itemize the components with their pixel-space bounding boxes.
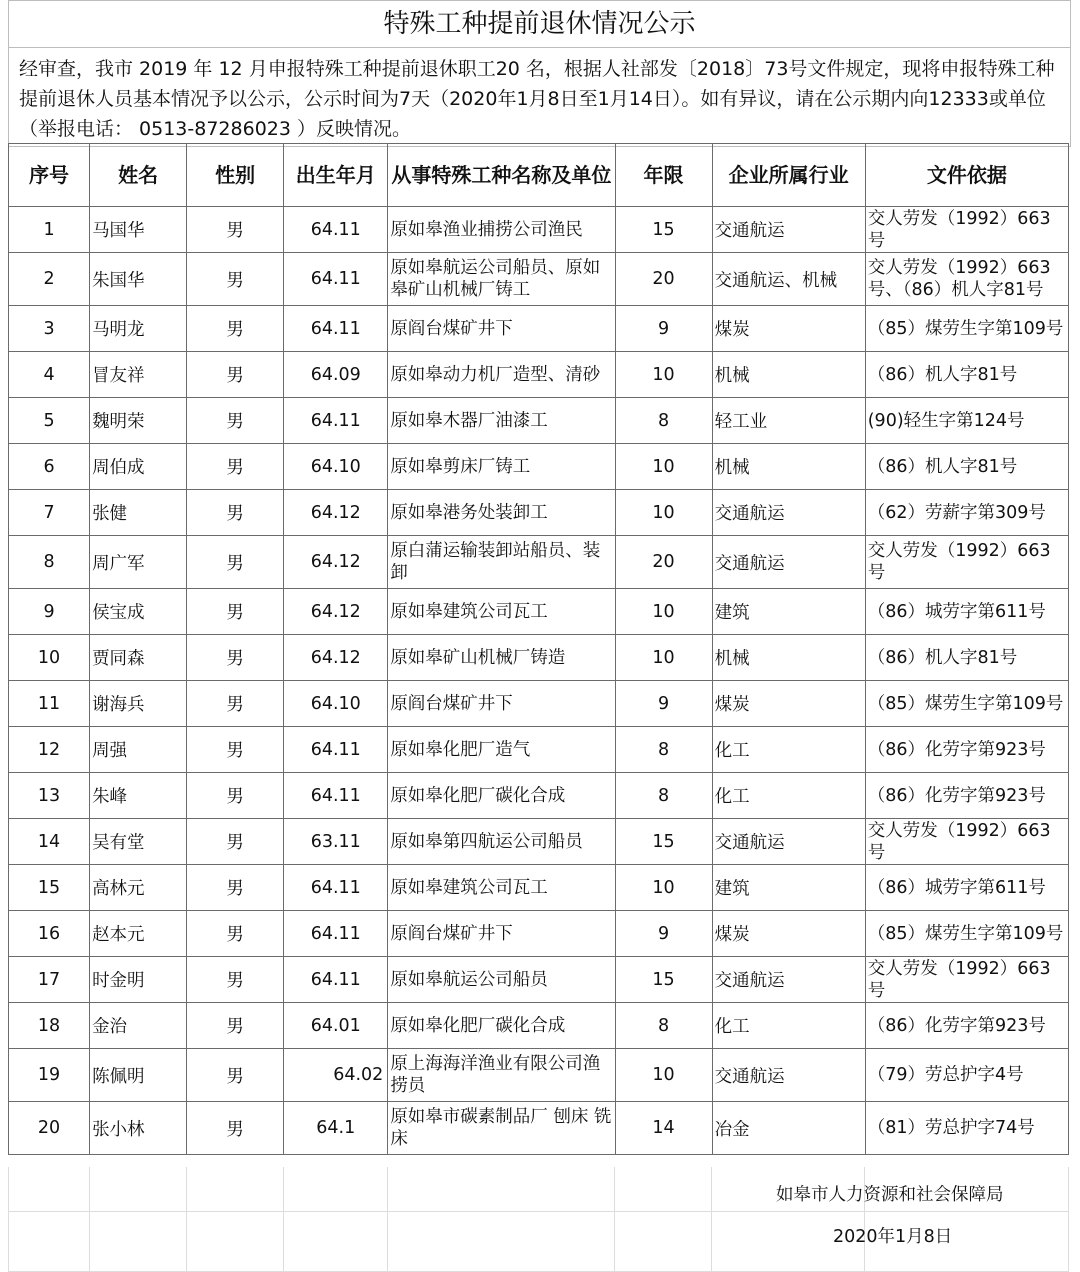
cell-no: 12 [9, 727, 90, 773]
table-row [9, 681, 1069, 727]
cell-name: 马国华 [90, 207, 187, 253]
cell-sex: 男 [187, 773, 284, 819]
cell-basis: （85）煤劳生字第109号 [865, 681, 1068, 727]
cell-no: 1 [9, 207, 90, 253]
cell-industry: 煤炭 [712, 306, 865, 352]
cell-industry: 化工 [712, 773, 865, 819]
cell-birth: 64.10 [284, 444, 388, 490]
cell-years: 9 [615, 681, 712, 727]
cell-industry: 交通航运 [712, 207, 865, 253]
cell-name: 张小林 [90, 1102, 187, 1155]
cell-years: 9 [615, 911, 712, 957]
cell-industry: 交通航运、机械 [712, 253, 865, 306]
cell-industry: 煤炭 [712, 911, 865, 957]
cell-industry: 建筑 [712, 865, 865, 911]
cell-sex: 男 [187, 1049, 284, 1102]
table-row [9, 253, 1069, 306]
cell-industry: 煤炭 [712, 681, 865, 727]
table-header-row [9, 144, 1069, 207]
cell-sex: 男 [187, 681, 284, 727]
cell-no: 17 [9, 957, 90, 1003]
cell-years: 14 [615, 1102, 712, 1155]
cell-birth: 64.11 [284, 865, 388, 911]
cell-birth: 64.11 [284, 253, 388, 306]
cell-no: 3 [9, 306, 90, 352]
cell-name: 谢海兵 [90, 681, 187, 727]
header-industry: 企业所属行业 [712, 144, 865, 207]
cell-industry: 化工 [712, 727, 865, 773]
cell-basis: 交人劳发（1992）663号 [865, 207, 1068, 253]
cell-sex: 男 [187, 635, 284, 681]
cell-basis: （86）城劳字第611号 [865, 865, 1068, 911]
cell-name: 吴有堂 [90, 819, 187, 865]
cell-no: 15 [9, 865, 90, 911]
issue-date: 2020年1月8日 [833, 1227, 953, 1247]
table-row [9, 536, 1069, 589]
cell-years: 10 [615, 635, 712, 681]
cell-job: 原如皋航运公司船员 [388, 957, 615, 1003]
cell-job: 原如皋建筑公司瓦工 [388, 865, 615, 911]
cell-no: 9 [9, 589, 90, 635]
cell-basis: （86）机人字81号 [865, 352, 1068, 398]
header-name: 姓名 [90, 144, 187, 207]
cell-name: 冒友祥 [90, 352, 187, 398]
cell-sex: 男 [187, 444, 284, 490]
cell-name: 周强 [90, 727, 187, 773]
header-job: 从事特殊工种名称及单位 [388, 144, 615, 207]
cell-basis: 交人劳发（1992）663号、（86）机人字81号 [865, 253, 1068, 306]
cell-years: 10 [615, 865, 712, 911]
header-years: 年限 [615, 144, 712, 207]
cell-birth: 64.11 [284, 911, 388, 957]
cell-no: 5 [9, 398, 90, 444]
cell-job: 原白蒲运输装卸站船员、装卸 [388, 536, 615, 589]
cell-no: 14 [9, 819, 90, 865]
cell-birth: 63.11 [284, 819, 388, 865]
table-row [9, 398, 1069, 444]
cell-job: 原如皋剪床厂铸工 [388, 444, 615, 490]
cell-basis: （81）劳总护字74号 [865, 1102, 1068, 1155]
issuing-organization: 如皋市人力资源和社会保障局 [776, 1185, 1004, 1205]
cell-name: 贾同森 [90, 635, 187, 681]
cell-no: 6 [9, 444, 90, 490]
cell-name: 周伯成 [90, 444, 187, 490]
cell-basis: （86）城劳字第611号 [865, 589, 1068, 635]
cell-industry: 交通航运 [712, 957, 865, 1003]
cell-sex: 男 [187, 207, 284, 253]
cell-name: 金治 [90, 1003, 187, 1049]
cell-name: 张健 [90, 490, 187, 536]
cell-name: 时金明 [90, 957, 187, 1003]
cell-birth: 64.12 [284, 536, 388, 589]
table-row [9, 865, 1069, 911]
cell-years: 20 [615, 253, 712, 306]
cell-years: 15 [615, 957, 712, 1003]
table-row [9, 957, 1069, 1003]
cell-years: 15 [615, 819, 712, 865]
cell-years: 10 [615, 490, 712, 536]
cell-job: 原如皋矿山机械厂铸造 [388, 635, 615, 681]
header-sex: 性别 [187, 144, 284, 207]
cell-sex: 男 [187, 957, 284, 1003]
cell-birth: 64.09 [284, 352, 388, 398]
table-row [9, 1003, 1069, 1049]
header-no: 序号 [9, 144, 90, 207]
cell-birth: 64.10 [284, 681, 388, 727]
cell-industry: 化工 [712, 1003, 865, 1049]
cell-basis: （86）化劳字第923号 [865, 773, 1068, 819]
cell-years: 10 [615, 1049, 712, 1102]
cell-years: 10 [615, 352, 712, 398]
cell-industry: 冶金 [712, 1102, 865, 1155]
table-row [9, 773, 1069, 819]
table-row [9, 589, 1069, 635]
cell-birth: 64.12 [284, 490, 388, 536]
cell-no: 2 [9, 253, 90, 306]
cell-basis: （85）煤劳生字第109号 [865, 911, 1068, 957]
cell-name: 侯宝成 [90, 589, 187, 635]
table-row [9, 306, 1069, 352]
cell-basis: 交人劳发（1992）663号 [865, 536, 1068, 589]
cell-sex: 男 [187, 536, 284, 589]
cell-no: 7 [9, 490, 90, 536]
cell-birth: 64.01 [284, 1003, 388, 1049]
cell-sex: 男 [187, 1102, 284, 1155]
cell-years: 15 [615, 207, 712, 253]
intro-paragraph: 经审查，我市 2019 年 12 月申报特殊工种提前退休职工20 名，根据人社部发〔2018〕73号文件规定，现将申报特殊工种提前退休人员基本情况予以公示，公示时间为7天（2020年1月8日至1月14日）。如有异议，请在公示期内向12333或单位（举报电话： 0513-87286023 ）反映情况。 [8, 46, 1071, 147]
cell-industry: 交通航运 [712, 819, 865, 865]
cell-no: 11 [9, 681, 90, 727]
cell-name: 朱峰 [90, 773, 187, 819]
cell-sex: 男 [187, 589, 284, 635]
cell-birth: 64.11 [284, 207, 388, 253]
cell-years: 8 [615, 1003, 712, 1049]
cell-basis: （79）劳总护字4号 [865, 1049, 1068, 1102]
cell-sex: 男 [187, 490, 284, 536]
cell-years: 9 [615, 306, 712, 352]
cell-job: 原如皋动力机厂造型、清砂 [388, 352, 615, 398]
cell-birth: 64.11 [284, 306, 388, 352]
cell-industry: 交通航运 [712, 1049, 865, 1102]
cell-basis: （86）机人字81号 [865, 635, 1068, 681]
cell-no: 10 [9, 635, 90, 681]
cell-sex: 男 [187, 819, 284, 865]
cell-no: 16 [9, 911, 90, 957]
cell-job: 原如皋市碳素制品厂 刨床 铣床 [388, 1102, 615, 1155]
cell-birth: 64.02 [284, 1049, 388, 1102]
cell-industry: 交通航运 [712, 490, 865, 536]
cell-job: 原如皋港务处装卸工 [388, 490, 615, 536]
cell-basis: （86）化劳字第923号 [865, 727, 1068, 773]
cell-name: 陈佩明 [90, 1049, 187, 1102]
cell-name: 周广军 [90, 536, 187, 589]
cell-industry: 建筑 [712, 589, 865, 635]
table-row [9, 635, 1069, 681]
table-row [9, 207, 1069, 253]
header-birth: 出生年月 [284, 144, 388, 207]
cell-industry: 轻工业 [712, 398, 865, 444]
cell-no: 19 [9, 1049, 90, 1102]
cell-name: 高林元 [90, 865, 187, 911]
cell-basis: （86）机人字81号 [865, 444, 1068, 490]
cell-sex: 男 [187, 911, 284, 957]
notice-sheet [8, 0, 1071, 1272]
retiree-table [8, 143, 1069, 1155]
cell-industry: 机械 [712, 444, 865, 490]
cell-sex: 男 [187, 398, 284, 444]
table-row [9, 490, 1069, 536]
table-row [9, 1102, 1069, 1155]
table-row [9, 819, 1069, 865]
cell-job: 原如皋木器厂油漆工 [388, 398, 615, 444]
cell-years: 20 [615, 536, 712, 589]
cell-no: 8 [9, 536, 90, 589]
cell-birth: 64.1 [284, 1102, 388, 1155]
cell-birth: 64.12 [284, 589, 388, 635]
cell-basis: （85）煤劳生字第109号 [865, 306, 1068, 352]
cell-years: 10 [615, 589, 712, 635]
cell-no: 18 [9, 1003, 90, 1049]
table-body [9, 207, 1069, 1155]
cell-name: 魏明荣 [90, 398, 187, 444]
cell-basis: （62）劳薪字第309号 [865, 490, 1068, 536]
cell-sex: 男 [187, 865, 284, 911]
cell-basis: （86）化劳字第923号 [865, 1003, 1068, 1049]
cell-job: 原如皋化肥厂碳化合成 [388, 773, 615, 819]
table-row [9, 352, 1069, 398]
cell-years: 8 [615, 773, 712, 819]
table-row [9, 727, 1069, 773]
cell-no: 4 [9, 352, 90, 398]
header-basis: 文件依据 [865, 144, 1068, 207]
cell-job: 原如皋化肥厂造气 [388, 727, 615, 773]
table-row [9, 444, 1069, 490]
cell-birth: 64.11 [284, 727, 388, 773]
signature-block [8, 1167, 1069, 1272]
cell-industry: 机械 [712, 352, 865, 398]
cell-years: 10 [615, 444, 712, 490]
cell-sex: 男 [187, 253, 284, 306]
cell-no: 20 [9, 1102, 90, 1155]
cell-sex: 男 [187, 1003, 284, 1049]
cell-job: 原上海海洋渔业有限公司渔捞员 [388, 1049, 615, 1102]
cell-birth: 64.12 [284, 635, 388, 681]
cell-basis: 交人劳发（1992）663号 [865, 957, 1068, 1003]
cell-years: 8 [615, 727, 712, 773]
cell-sex: 男 [187, 306, 284, 352]
cell-industry: 交通航运 [712, 536, 865, 589]
page-title: 特殊工种提前退休情况公示 [8, 0, 1071, 48]
cell-name: 赵本元 [90, 911, 187, 957]
cell-job: 原阎台煤矿井下 [388, 911, 615, 957]
cell-job: 原如皋航运公司船员、原如皋矿山机械厂铸工 [388, 253, 615, 306]
table-row [9, 911, 1069, 957]
cell-years: 8 [615, 398, 712, 444]
cell-job: 原如皋建筑公司瓦工 [388, 589, 615, 635]
cell-name: 朱国华 [90, 253, 187, 306]
cell-industry: 机械 [712, 635, 865, 681]
cell-sex: 男 [187, 352, 284, 398]
cell-job: 原如皋第四航运公司船员 [388, 819, 615, 865]
cell-job: 原如皋化肥厂碳化合成 [388, 1003, 615, 1049]
cell-basis: 交人劳发（1992）663号 [865, 819, 1068, 865]
cell-job: 原如皋渔业捕捞公司渔民 [388, 207, 615, 253]
cell-job: 原阎台煤矿井下 [388, 681, 615, 727]
cell-sex: 男 [187, 727, 284, 773]
cell-birth: 64.11 [284, 773, 388, 819]
cell-birth: 64.11 [284, 957, 388, 1003]
cell-basis: (90)轻生字第124号 [865, 398, 1068, 444]
cell-birth: 64.11 [284, 398, 388, 444]
cell-no: 13 [9, 773, 90, 819]
cell-name: 马明龙 [90, 306, 187, 352]
table-row [9, 1049, 1069, 1102]
cell-job: 原阎台煤矿井下 [388, 306, 615, 352]
